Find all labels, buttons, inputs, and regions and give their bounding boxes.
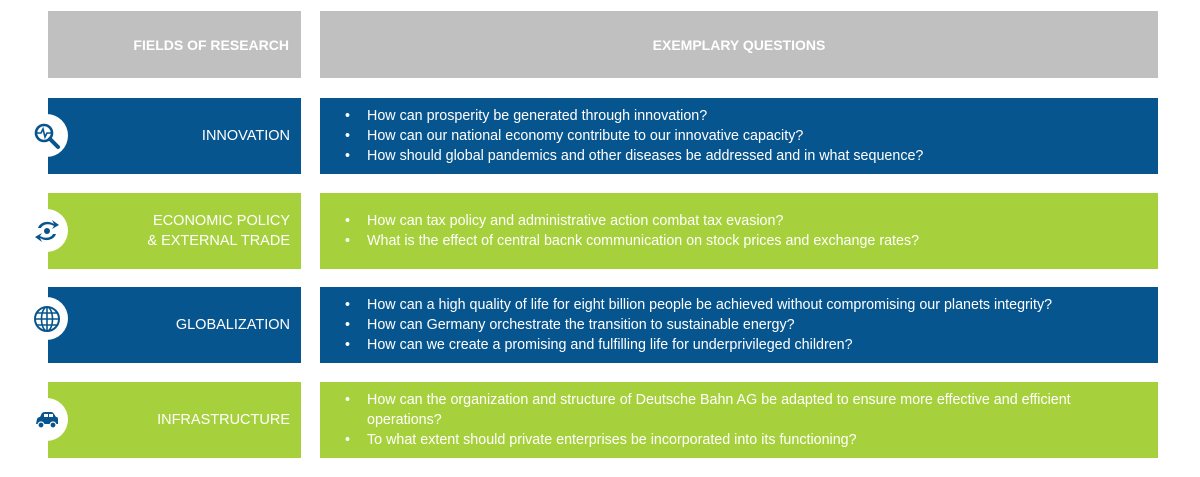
field-label: GLOBALIZATION [175,317,290,333]
field-label: INNOVATION [201,128,290,144]
question-item: • How can Germany orchestrate the transition to sustainable energy? [345,315,1052,335]
question-item: • How can a high quality of life for eight billion people be achieved without compromising our planets integrity? [345,295,1052,315]
magnifier-pulse-icon [25,114,68,157]
question-item: • How can our national economy contribute to our innovative capacity? [345,126,923,146]
field-label-line2: & EXTERNAL TRADE [147,233,290,249]
field-label-line1: ECONOMIC POLICY [153,213,290,229]
question-item: • What is the effect of central bacnk communication on stock prices and exchange rates? [345,231,919,251]
questions-innovation [320,98,1158,174]
question-item: • To what extent should private enterprises be incorporated into its functioning? [345,430,1138,450]
header-questions-label: EXEMPLARY QUESTIONS [652,36,826,53]
question-item: • How should global pandemics and other diseases be addressed and in what sequence? [345,146,923,166]
questions-economic-policy [320,193,1158,269]
field-infrastructure [48,382,301,458]
field-innovation [48,98,301,174]
exchange-arrows-icon [25,209,68,252]
question-item: • How can we create a promising and fulfilling life for underprivileged children? [345,335,1052,355]
car-icon [25,398,68,441]
field-economic-policy [48,193,301,269]
question-item: • How can tax policy and administrative action combat tax evasion? [345,211,919,231]
field-label: INFRASTRUCTURE [157,412,290,428]
questions-infrastructure [320,382,1158,458]
question-item: • How can prosperity be generated through innovation? [345,106,923,126]
header-fields-label: FIELDS OF RESEARCH [133,36,289,53]
globe-icon [25,297,68,340]
header-fields-of-research [48,11,301,78]
field-globalization [48,287,301,363]
questions-globalization [320,287,1158,363]
header-exemplary-questions [320,11,1158,78]
question-item: • How can the organization and structure of Deutsche Bahn AG be adapted to ensure more effective and efficient operations? [345,390,1138,430]
